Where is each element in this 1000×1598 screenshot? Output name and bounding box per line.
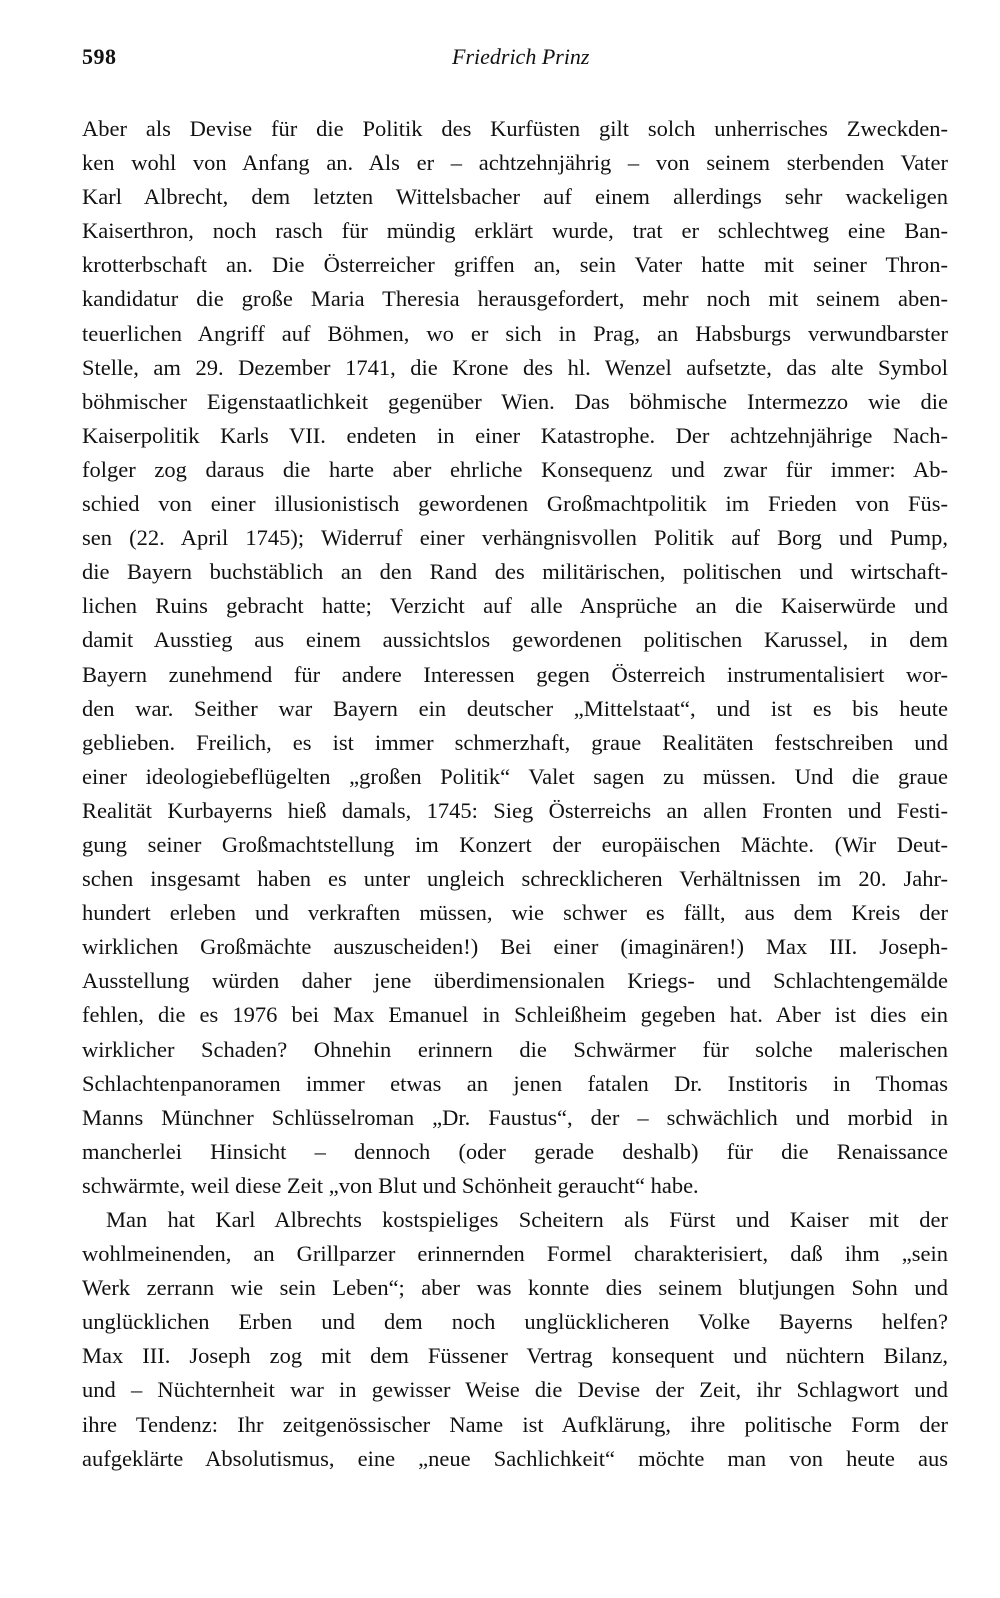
text-line: folger zog daraus die harte aber ehrliche Konsequenz und zwar für immer: Ab- [82,456,948,482]
text-line: die Bayern buchstäblich an den Rand des militärischen, politischen und wirtschaft- [82,559,948,585]
text-line: Realität Kurbayerns hieß damals, 1745: Sieg Österreichs an allen Fronten und Festi- [82,797,948,823]
text-line: geblieben. Freilich, es ist immer schmerzhaft, graue Realitäten festschreiben und [82,729,948,755]
text-line: wirklicher Schaden? Ohnehin erinnern die Schwärmer für solche malerischen [82,1036,948,1062]
text-line: einer ideologiebeflügelten „großen Politik“ Valet sagen zu müssen. Und die graue [82,763,948,789]
paragraph [82,112,948,1203]
text-line: sen (22. April 1745); Widerruf einer verhängnisvollen Politik auf Borg und Pump, [82,525,948,551]
text-line: wohlmeinenden, an Grillparzer erinnernden Formel charakterisiert, daß ihm „sein [82,1241,948,1267]
text-line: Kaiserpolitik Karls VII. endeten in einer Katastrophe. Der achtzehnjährige Nach- [82,422,948,448]
text-line: unglücklichen Erben und dem noch unglücklicheren Volke Bayerns helfen? [82,1309,948,1335]
text-line: kandidatur die große Maria Theresia herausgefordert, mehr noch mit seinem aben- [82,286,948,312]
text-line: gung seiner Großmachtstellung im Konzert der europäischen Mächte. (Wir Deut- [82,831,948,857]
text-line: Werk zerrann wie sein Leben“; aber was konnte dies seinem blutjungen Sohn und [82,1275,948,1301]
text-line: hundert erleben und verkraften müssen, wie schwer es fällt, aus dem Kreis der [82,900,948,926]
text-line: Stelle, am 29. Dezember 1741, die Krone des hl. Wenzel aufsetzte, das alte Symbol [82,354,948,380]
text-line: Karl Albrecht, dem letzten Wittelsbacher auf einem allerdings sehr wackeligen [82,184,948,210]
text-line: Max III. Joseph zog mit dem Füssener Vertrag konsequent und nüchtern Bilanz, [82,1343,948,1369]
text-line: teuerlichen Angriff auf Böhmen, wo er sich in Prag, an Habsburgs verwundbarster [82,320,948,346]
paragraph [82,1203,948,1476]
text-line: aufgeklärte Absolutismus, eine „neue Sachlichkeit“ möchte man von heute aus [82,1445,948,1471]
text-line: ken wohl von Anfang an. Als er – achtzehnjährig – von seinem sterbenden Vater [82,150,948,176]
running-title: Friedrich Prinz [452,44,590,69]
text-line: böhmischer Eigenstaatlichkeit gegenüber Wien. Das böhmische Intermezzo wie die [82,388,948,414]
text-line: mancherlei Hinsicht – dennoch (oder gerade deshalb) für die Renaissance [82,1138,948,1164]
text-line: ihre Tendenz: Ihr zeitgenössischer Name ist Aufklärung, ihre politische Form der [82,1411,948,1437]
text-line: krotterbschaft an. Die Österreicher griffen an, sein Vater hatte mit seiner Thron- [82,252,948,278]
text-line: lichen Ruins gebracht hatte; Verzicht auf alle Ansprüche an die Kaiserwürde und [82,593,948,619]
text-line: damit Ausstieg aus einem aussichtslos gewordenen politischen Karussel, in dem [82,627,948,653]
text-line: Ausstellung würden daher jene überdimensionalen Kriegs- und Schlachtengemälde [82,968,948,994]
body-text [82,112,948,1476]
text-line: Bayern zunehmend für andere Interessen gegen Österreich instrumentalisiert wor- [82,661,948,687]
text-line: wirklichen Großmächte auszuscheiden!) Bei einer (imaginären!) Max III. Joseph- [82,934,948,960]
text-line: Manns Münchner Schlüsselroman „Dr. Faustus“, der – schwächlich und morbid in [82,1104,948,1130]
text-line: schwärmte, weil diese Zeit „von Blut und Schönheit geraucht“ habe. [82,1172,699,1198]
text-line: schied von einer illusionistisch gewordenen Großmachtpolitik im Frieden von Füs- [82,491,948,517]
text-line: Man hat Karl Albrechts kostspieliges Scheitern als Fürst und Kaiser mit der [106,1207,948,1232]
text-line: und – Nüchternheit war in gewisser Weise die Devise der Zeit, ihr Schlagwort und [82,1377,948,1403]
text-line: fehlen, die es 1976 bei Max Emanuel in Schleißheim gegeben hat. Aber ist dies ein [82,1002,948,1028]
text-line: den war. Seither war Bayern ein deutscher „Mittelstaat“, und ist es bis heute [82,695,948,721]
text-line: Schlachtenpanoramen immer etwas an jenen fatalen Dr. Institoris in Thomas [82,1070,948,1096]
page-number: 598 [82,44,117,69]
text-line: schen insgesamt haben es unter ungleich schrecklicheren Verhältnissen im 20. Jahr- [82,866,948,892]
text-line: Aber als Devise für die Politik des Kurfüsten gilt solch unherrisches Zweckden- [82,116,948,141]
text-line: Kaiserthron, noch rasch für mündig erklärt wurde, trat er schlechtweg eine Ban- [82,218,948,244]
running-header [82,44,952,80]
